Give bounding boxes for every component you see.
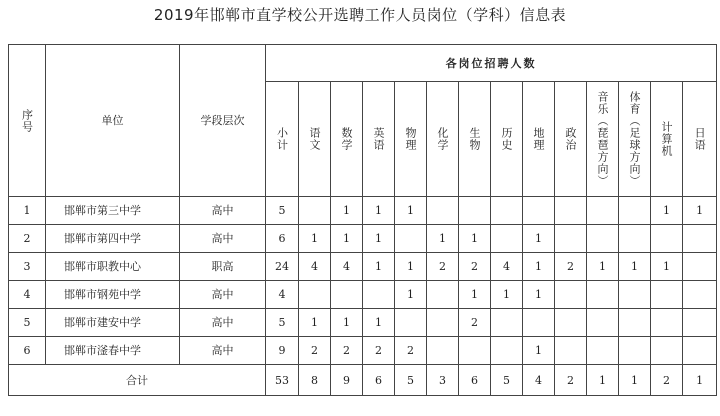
header-subject: 体育（足球方向） bbox=[619, 82, 651, 197]
recruitment-table bbox=[8, 44, 717, 396]
row-count-cell bbox=[523, 197, 555, 225]
row-count-cell: 24 bbox=[266, 253, 299, 281]
table-row bbox=[9, 337, 717, 365]
row-count-cell: 1 bbox=[651, 253, 683, 281]
header-subject: 音乐（琵琶方向） bbox=[587, 82, 619, 197]
header-level: 学段层次 bbox=[180, 45, 266, 197]
row-count-cell bbox=[331, 281, 363, 309]
row-count-cell bbox=[683, 309, 717, 337]
total-label: 合计 bbox=[9, 365, 266, 396]
row-count-cell bbox=[683, 225, 717, 253]
row-count-cell bbox=[555, 281, 587, 309]
table-row bbox=[9, 309, 717, 337]
row-count-cell: 2 bbox=[459, 309, 491, 337]
row-count-cell: 1 bbox=[363, 309, 395, 337]
row-count-cell bbox=[683, 253, 717, 281]
row-count-cell bbox=[523, 309, 555, 337]
row-count-cell bbox=[555, 337, 587, 365]
row-level: 高中 bbox=[180, 197, 266, 225]
row-count-cell: 6 bbox=[266, 225, 299, 253]
row-count-cell bbox=[651, 309, 683, 337]
row-count-cell bbox=[683, 281, 717, 309]
row-count-cell: 1 bbox=[459, 225, 491, 253]
row-count-cell: 1 bbox=[331, 309, 363, 337]
row-count-cell bbox=[427, 337, 459, 365]
header-subject: 英语 bbox=[363, 82, 395, 197]
row-count-cell: 1 bbox=[427, 225, 459, 253]
row-count-cell: 1 bbox=[363, 197, 395, 225]
row-count-cell bbox=[619, 337, 651, 365]
row-count-cell bbox=[459, 197, 491, 225]
row-count-cell: 1 bbox=[651, 197, 683, 225]
row-count-cell: 1 bbox=[523, 337, 555, 365]
row-count-cell bbox=[491, 225, 523, 253]
table-row bbox=[9, 225, 717, 253]
row-level: 职高 bbox=[180, 253, 266, 281]
row-level: 高中 bbox=[180, 337, 266, 365]
row-count-cell: 2 bbox=[555, 253, 587, 281]
row-count-cell bbox=[587, 337, 619, 365]
row-count-cell: 1 bbox=[523, 225, 555, 253]
total-cell: 9 bbox=[331, 365, 363, 396]
total-cell: 5 bbox=[395, 365, 427, 396]
total-cell: 6 bbox=[459, 365, 491, 396]
table-row bbox=[9, 253, 717, 281]
row-count-cell: 1 bbox=[619, 253, 651, 281]
row-unit: 邯郸市滏春中学 bbox=[46, 337, 180, 365]
header-subject: 政治 bbox=[555, 82, 587, 197]
row-count-cell bbox=[587, 309, 619, 337]
row-count-cell bbox=[619, 225, 651, 253]
header-seq: 序号 bbox=[9, 45, 46, 197]
header-subject: 数学 bbox=[331, 82, 363, 197]
total-cell: 8 bbox=[299, 365, 331, 396]
row-count-cell: 2 bbox=[299, 337, 331, 365]
row-count-cell bbox=[299, 197, 331, 225]
row-count-cell: 5 bbox=[266, 197, 299, 225]
row-count-cell bbox=[427, 309, 459, 337]
row-count-cell bbox=[619, 197, 651, 225]
row-unit: 邯郸市钢苑中学 bbox=[46, 281, 180, 309]
total-row bbox=[9, 365, 717, 396]
row-count-cell: 2 bbox=[459, 253, 491, 281]
header-subject: 语文 bbox=[299, 82, 331, 197]
header-subject: 地理 bbox=[523, 82, 555, 197]
row-count-cell bbox=[491, 337, 523, 365]
row-unit: 邯郸市第三中学 bbox=[46, 197, 180, 225]
row-count-cell: 1 bbox=[299, 225, 331, 253]
row-count-cell bbox=[651, 281, 683, 309]
row-level: 高中 bbox=[180, 281, 266, 309]
table-row bbox=[9, 281, 717, 309]
header-group: 各岗位招聘人数 bbox=[266, 45, 717, 82]
table-row bbox=[9, 197, 717, 225]
row-unit: 邯郸市建安中学 bbox=[46, 309, 180, 337]
row-count-cell: 1 bbox=[683, 197, 717, 225]
total-cell: 2 bbox=[555, 365, 587, 396]
row-count-cell bbox=[427, 197, 459, 225]
row-count-cell: 1 bbox=[331, 197, 363, 225]
row-seq: 5 bbox=[9, 309, 46, 337]
row-seq: 2 bbox=[9, 225, 46, 253]
header-unit: 单位 bbox=[46, 45, 180, 197]
row-seq: 6 bbox=[9, 337, 46, 365]
row-count-cell bbox=[299, 281, 331, 309]
row-count-cell bbox=[491, 197, 523, 225]
row-count-cell bbox=[555, 309, 587, 337]
page-title: 2019年邯郸市直学校公开选聘工作人员岗位（学科）信息表 bbox=[153, 6, 567, 24]
total-cell: 53 bbox=[266, 365, 299, 396]
row-count-cell: 1 bbox=[395, 253, 427, 281]
row-count-cell: 4 bbox=[266, 281, 299, 309]
row-seq: 4 bbox=[9, 281, 46, 309]
row-count-cell: 1 bbox=[523, 253, 555, 281]
row-count-cell bbox=[427, 281, 459, 309]
row-count-cell bbox=[395, 309, 427, 337]
row-unit: 邯郸市第四中学 bbox=[46, 225, 180, 253]
row-count-cell: 2 bbox=[427, 253, 459, 281]
row-count-cell: 1 bbox=[363, 253, 395, 281]
row-count-cell: 1 bbox=[523, 281, 555, 309]
row-count-cell: 1 bbox=[491, 281, 523, 309]
header-subject: 物理 bbox=[395, 82, 427, 197]
row-count-cell: 1 bbox=[363, 225, 395, 253]
row-count-cell: 1 bbox=[459, 281, 491, 309]
row-count-cell bbox=[363, 281, 395, 309]
header-subject: 化学 bbox=[427, 82, 459, 197]
row-count-cell: 1 bbox=[299, 309, 331, 337]
row-count-cell bbox=[683, 337, 717, 365]
header-row-top bbox=[9, 45, 717, 82]
row-count-cell bbox=[587, 197, 619, 225]
row-count-cell: 2 bbox=[331, 337, 363, 365]
row-count-cell bbox=[587, 225, 619, 253]
total-cell: 5 bbox=[491, 365, 523, 396]
row-count-cell bbox=[459, 337, 491, 365]
row-seq: 1 bbox=[9, 197, 46, 225]
row-count-cell: 1 bbox=[395, 197, 427, 225]
row-count-cell bbox=[651, 337, 683, 365]
row-count-cell: 1 bbox=[331, 225, 363, 253]
row-count-cell bbox=[555, 225, 587, 253]
row-count-cell bbox=[395, 225, 427, 253]
row-count-cell: 4 bbox=[491, 253, 523, 281]
row-count-cell: 2 bbox=[395, 337, 427, 365]
row-count-cell: 4 bbox=[331, 253, 363, 281]
total-cell: 1 bbox=[683, 365, 717, 396]
row-count-cell bbox=[491, 309, 523, 337]
total-cell: 3 bbox=[427, 365, 459, 396]
table-body bbox=[9, 197, 717, 365]
row-count-cell bbox=[651, 225, 683, 253]
row-count-cell bbox=[555, 197, 587, 225]
total-cell: 4 bbox=[523, 365, 555, 396]
total-cell: 1 bbox=[587, 365, 619, 396]
row-count-cell bbox=[619, 281, 651, 309]
row-count-cell bbox=[587, 281, 619, 309]
row-count-cell: 9 bbox=[266, 337, 299, 365]
row-count-cell: 5 bbox=[266, 309, 299, 337]
total-cell: 1 bbox=[619, 365, 651, 396]
row-count-cell: 1 bbox=[395, 281, 427, 309]
row-count-cell bbox=[619, 309, 651, 337]
header-subject: 历史 bbox=[491, 82, 523, 197]
row-count-cell: 1 bbox=[587, 253, 619, 281]
header-subject: 计算机 bbox=[651, 82, 683, 197]
row-level: 高中 bbox=[180, 309, 266, 337]
row-count-cell: 2 bbox=[363, 337, 395, 365]
row-count-cell: 4 bbox=[299, 253, 331, 281]
row-unit: 邯郸市职教中心 bbox=[46, 253, 180, 281]
total-cell: 6 bbox=[363, 365, 395, 396]
row-level: 高中 bbox=[180, 225, 266, 253]
total-cell: 2 bbox=[651, 365, 683, 396]
header-subject: 日语 bbox=[683, 82, 717, 197]
row-seq: 3 bbox=[9, 253, 46, 281]
header-subject: 生物 bbox=[459, 82, 491, 197]
header-subject: 小计 bbox=[266, 82, 299, 197]
